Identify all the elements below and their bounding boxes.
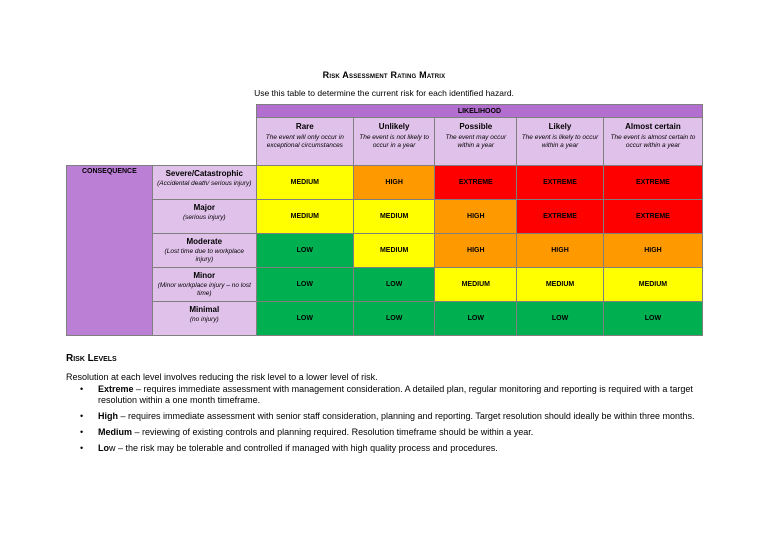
risk-description: w – the risk may be tolerable and controlled if managed with high quality process and procedures.: [109, 443, 498, 453]
likelihood-likely: [517, 118, 604, 166]
likelihood-header: LIKELIHOOD: [256, 105, 702, 118]
likelihood-name: Almost certain: [625, 122, 681, 131]
consequence-header: CONSEQUENCE: [67, 166, 153, 336]
bullet-icon: •: [80, 443, 84, 453]
risk-cell: EXTREME: [517, 200, 604, 234]
risk-cell: HIGH: [517, 234, 604, 268]
bullet-icon: •: [80, 427, 84, 437]
risk-cell: HIGH: [435, 200, 517, 234]
consequence-desc: (Minor workplace injury – no lost time): [157, 282, 251, 297]
risk-cell: LOW: [353, 302, 435, 336]
risk-description: – requires immediate assessment with senior staff consideration, planning and reporting. Target resolution should ideally be within three months.: [118, 411, 695, 421]
risk-cell: LOW: [256, 268, 353, 302]
risk-cell: HIGH: [353, 166, 435, 200]
risk-cell: MEDIUM: [353, 200, 435, 234]
risk-cell: MEDIUM: [517, 268, 604, 302]
likelihood-desc: The event is almost certain to occur within a year: [610, 134, 696, 149]
page-title: Risk Assessment Rating Matrix: [322, 70, 446, 80]
consequence-name: Major: [193, 203, 215, 212]
consequence-desc: (no injury): [189, 316, 219, 323]
risk-cell: MEDIUM: [256, 166, 353, 200]
risk-cell: LOW: [603, 302, 702, 336]
risk-cell: EXTREME: [435, 166, 517, 200]
risk-term: Lo: [98, 443, 109, 453]
risk-cell: MEDIUM: [435, 268, 517, 302]
list-item: [66, 443, 716, 454]
risk-cell: HIGH: [603, 234, 702, 268]
consequence-name: Severe/Catastrophic: [165, 169, 243, 178]
likelihood-desc: The event is not likely to occur in a year: [359, 134, 429, 149]
likelihood-name: Likely: [548, 122, 572, 131]
page-subtitle: Use this table to determine the current risk for each identified hazard.: [254, 88, 514, 98]
risk-cell: MEDIUM: [603, 268, 702, 302]
likelihood-name: Possible: [459, 122, 493, 131]
consequence-minor: [152, 268, 256, 302]
consequence-major: [152, 200, 256, 234]
consequence-desc: (serious injury): [182, 214, 226, 221]
risk-cell: LOW: [256, 234, 353, 268]
risk-cell: EXTREME: [603, 200, 702, 234]
consequence-desc: (Lost time due to workplace injury): [164, 248, 245, 263]
likelihood-desc: The event is likely to occur within a year: [521, 134, 599, 149]
likelihood-name: Rare: [295, 122, 314, 131]
risk-description: – reviewing of existing controls and planning required. Resolution timeframe should be within a year.: [132, 427, 534, 437]
risk-term: Medium: [98, 427, 133, 437]
likelihood-unlikely: [353, 118, 435, 166]
risk-cell: LOW: [256, 302, 353, 336]
risk-cell: HIGH: [435, 234, 517, 268]
list-item: [66, 411, 716, 422]
consequence-desc: (Accidental death/ serious injury): [157, 180, 252, 187]
risk-term: High: [98, 411, 118, 421]
consequence-moderate: [152, 234, 256, 268]
consequence-name: Minor: [193, 271, 216, 280]
likelihood-almost-certain: [603, 118, 702, 166]
risk-levels-intro: Resolution at each level involves reducing the risk level to a lower level of risk.: [66, 372, 378, 382]
risk-cell: LOW: [353, 268, 435, 302]
list-item: [66, 427, 716, 438]
risk-matrix-table: [66, 104, 703, 336]
likelihood-desc: The event may occur within a year: [445, 134, 507, 149]
risk-cell: LOW: [517, 302, 604, 336]
consequence-name: Moderate: [186, 237, 223, 246]
risk-cell: MEDIUM: [256, 200, 353, 234]
risk-levels-heading: Risk Levels: [66, 353, 117, 364]
consequence-name: Minimal: [189, 305, 220, 314]
likelihood-desc: The event will only occur in exceptional circumstances: [265, 134, 344, 149]
bullet-icon: •: [80, 411, 84, 421]
likelihood-possible: [435, 118, 517, 166]
likelihood-rare: [256, 118, 353, 166]
consequence-severe: [152, 166, 256, 200]
likelihood-name: Unlikely: [378, 122, 410, 131]
risk-cell: LOW: [435, 302, 517, 336]
risk-levels-list: [66, 384, 716, 459]
list-item: [66, 384, 716, 406]
bullet-icon: •: [80, 384, 84, 394]
risk-term: Extreme: [98, 384, 134, 394]
risk-cell: EXTREME: [603, 166, 702, 200]
risk-description: – requires immediate assessment with management consideration. A detailed plan, regular monitoring and reporting is required with a target resolution within a one month timeframe.: [98, 384, 693, 405]
risk-cell: EXTREME: [517, 166, 604, 200]
consequence-minimal: [152, 302, 256, 336]
risk-cell: MEDIUM: [353, 234, 435, 268]
